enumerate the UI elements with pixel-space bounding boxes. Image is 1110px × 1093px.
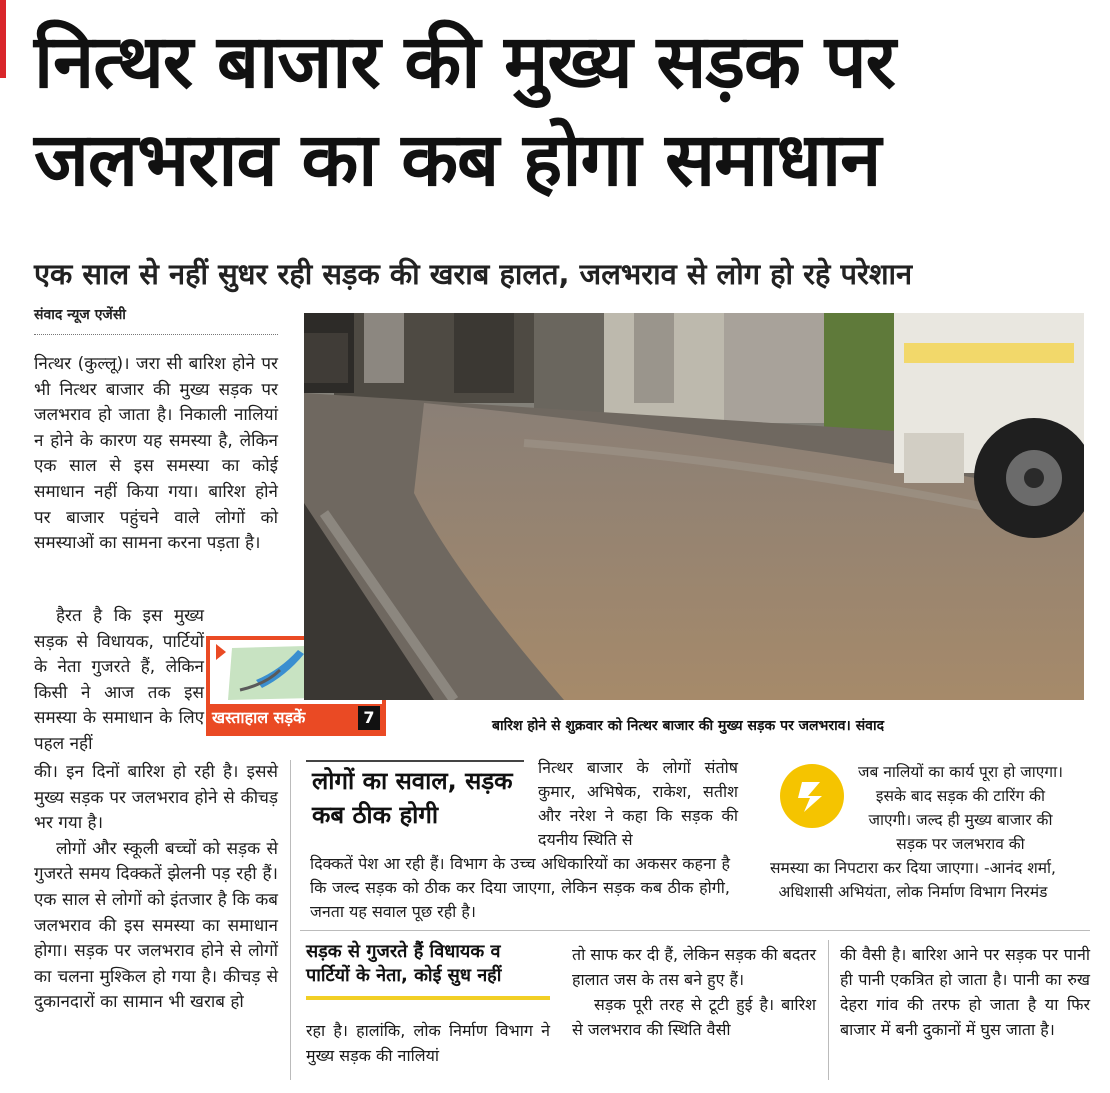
sub-story-column-4: की वैसी है। बारिश आने पर सड़क पर पानी ही पानी एकत्रित हो जाता है। पानी का रुख देहरा गांव की तरफ हो जाता है या फिर बाजार में बनी दुकानों में घुस जाता है।: [840, 945, 1090, 1039]
article-paragraph-2: हैरत है कि इस मुख्य सड़क से विधायक, पार्टियों के नेता गुजरते हैं, लेकिन किसी ने आज तक इस समस्या के समाधान के लिए पहल नहीं: [34, 606, 204, 754]
series-logo-number: 7: [358, 706, 380, 730]
sub-story-column-3-part-a: तो साफ कर दी हैं, लेकिन सड़क की बदतर हालात जस के तस बने हुए हैं।: [572, 945, 816, 989]
subheadline: एक साल से नहीं सुधर रही सड़क की खराब हालत, जलभराव से लोग हो रहे परेशान: [34, 257, 913, 291]
article-paragraph-1: नित्थर (कुल्लू)। जरा सी बारिश होने पर भी नित्थर बाजार की मुख्य सड़क पर जलभराव हो जाता है। निकाली नालियां न होने के कारण यह समस्या है, लेकिन एक साल से इस समस्या का कोई समाधान नहीं किया गया। बारिश होने पर बाजार पहुंचने वाले लोगों को समस्याओं का सामना करना पड़ता है।: [34, 354, 278, 554]
column-divider-3: [828, 940, 829, 1080]
question-box-title: लोगों का सवाल, सड़क कब ठीक होगी: [312, 767, 513, 829]
sub-story-title: सड़क से गुजरते हैं विधायक व पार्टियों के नेता, कोई सुध नहीं: [306, 941, 502, 986]
article-column-1-intro: [34, 352, 278, 557]
headline-line-1: नित्थर बाजार की मुख्य सड़क पर: [34, 19, 895, 105]
byline-agency: संवाद न्यूज एजेंसी: [34, 307, 126, 323]
page-edge-marker: [0, 0, 6, 78]
article-paragraph-4: लोगों और स्कूली बच्चों को सड़क से गुजरते समय दिक्कतें झेलनी पड़ रही हैं। एक साल से लोगों को इंतजार है कि कब जलभराव की इस समस्या का समाधान होगा। सड़क पर जलभराव होने से लोगों का चलना मुश्किल हो गया है। कीचड़ से दुकानदारों का सामान भी खराब हो: [34, 838, 278, 1013]
photo-caption: बारिश होने से शुक्रवार को नित्थर बाजार की मुख्य सड़क पर जलभराव। संवाद: [492, 718, 885, 734]
question-box-text-top: नित्थर बाजार के लोगों संतोष कुमार, अभिषेक, राकेश, सतीश और नरेश ने कहा कि सड़क की दयनीय स्थिति से: [538, 758, 738, 849]
news-photo: [304, 313, 1084, 700]
article-paragraph-3: की। इन दिनों बारिश हो रही है। इससे मुख्य सड़क पर जलभराव होने से कीचड़ भर गया है।: [34, 762, 278, 834]
column-divider-1: [290, 760, 291, 1080]
official-quote-top: जब नालियों का कार्य पूरा हो जाएगा। इसके बाद सड़क की टारिंग की जाएगी। जल्द ही मुख्य बाजार की सड़क पर जलभराव की: [858, 763, 1063, 853]
question-box-rule: [306, 760, 524, 762]
sub-story-highlight-bar: [306, 996, 550, 1000]
headline-line-2: जलभराव का कब होगा समाधान: [34, 117, 881, 203]
section-divider: [300, 930, 1090, 931]
article-column-1-lower: [34, 760, 278, 1016]
series-logo-label: खस्ताहाल सड़कें: [212, 708, 306, 727]
sub-story-column-3-part-b: सड़क पूरी तरह से टूटी हुई है। बारिश से जलभराव की स्थिति वैसी: [572, 995, 816, 1039]
byline-divider: [34, 334, 278, 335]
official-quote-bottom: समस्या का निपटारा कर दिया जाएगा। -आनंद शर्मा, अधिशासी अभियंता, लोक निर्माण विभाग निरमंड: [769, 859, 1056, 901]
waterlogged-road-illustration: [304, 313, 1084, 700]
department-logo-icon: [780, 764, 844, 828]
question-box-text-bottom: दिक्कतें पेश आ रही हैं। विभाग के उच्च अधिकारियों का अकसर कहना है कि जल्द सड़क को ठीक कर दिया जाएगा, लेकिन सड़क कब ठीक होगी, जनता यह सवाल पूछ रही है।: [310, 854, 730, 921]
sub-story-column-2: रहा है। हालांकि, लोक निर्माण विभाग ने मुख्य सड़क की नालियां: [306, 1021, 550, 1065]
sub-story-column-3: [572, 942, 816, 1042]
